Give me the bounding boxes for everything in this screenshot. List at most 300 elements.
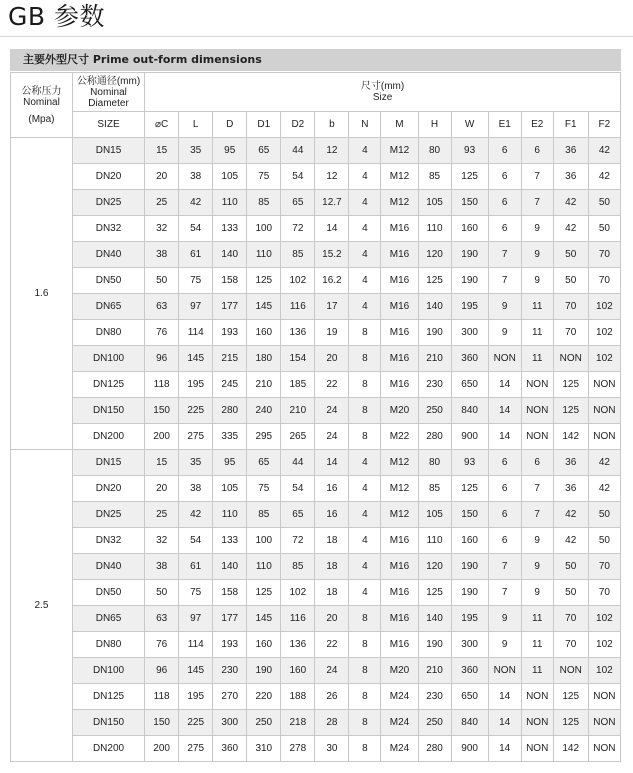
- value-cell: 6: [488, 502, 521, 528]
- size-cell: DN15: [72, 138, 144, 164]
- value-cell: 105: [418, 502, 451, 528]
- column-header: E2: [521, 112, 553, 138]
- value-cell: 265: [281, 424, 315, 450]
- value-cell: 140: [418, 606, 451, 632]
- value-cell: 280: [213, 398, 247, 424]
- table-row: [11, 684, 621, 710]
- value-cell: 6: [488, 190, 521, 216]
- size-cell: DN80: [72, 320, 144, 346]
- value-cell: 188: [281, 684, 315, 710]
- table-row: [11, 346, 621, 372]
- value-cell: 114: [179, 320, 213, 346]
- value-cell: 6: [488, 216, 521, 242]
- value-cell: 42: [179, 190, 213, 216]
- value-cell: 177: [213, 294, 247, 320]
- dimensions-table: [10, 72, 621, 762]
- value-cell: 840: [451, 398, 488, 424]
- value-cell: 190: [247, 658, 281, 684]
- value-cell: 50: [553, 580, 588, 606]
- column-header: b: [315, 112, 349, 138]
- value-cell: 9: [488, 632, 521, 658]
- value-cell: 335: [213, 424, 247, 450]
- value-cell: 275: [179, 736, 213, 762]
- value-cell: 50: [145, 580, 179, 606]
- value-cell: 19: [315, 320, 349, 346]
- value-cell: 42: [553, 528, 588, 554]
- value-cell: 300: [451, 632, 488, 658]
- value-cell: M12: [381, 190, 418, 216]
- value-cell: 42: [179, 502, 213, 528]
- value-cell: 900: [451, 736, 488, 762]
- size-cell: DN15: [72, 450, 144, 476]
- value-cell: 72: [281, 528, 315, 554]
- value-cell: 102: [281, 580, 315, 606]
- value-cell: 9: [521, 580, 553, 606]
- value-cell: 190: [451, 242, 488, 268]
- value-cell: 193: [213, 632, 247, 658]
- value-cell: 9: [521, 554, 553, 580]
- value-cell: 125: [451, 164, 488, 190]
- value-cell: M24: [381, 710, 418, 736]
- value-cell: 195: [451, 294, 488, 320]
- value-cell: 118: [145, 372, 179, 398]
- value-cell: 245: [213, 372, 247, 398]
- value-cell: 6: [488, 164, 521, 190]
- value-cell: 4: [349, 580, 381, 606]
- value-cell: 6: [488, 450, 521, 476]
- table-row: [11, 528, 621, 554]
- table-row: [11, 502, 621, 528]
- value-cell: 360: [451, 346, 488, 372]
- value-cell: 8: [349, 398, 381, 424]
- value-cell: 102: [588, 658, 620, 684]
- value-cell: 185: [281, 372, 315, 398]
- value-cell: NON: [521, 398, 553, 424]
- value-cell: 9: [488, 294, 521, 320]
- value-cell: 102: [588, 294, 620, 320]
- value-cell: 14: [488, 398, 521, 424]
- value-cell: 65: [247, 450, 281, 476]
- value-cell: 142: [553, 424, 588, 450]
- value-cell: 240: [247, 398, 281, 424]
- value-cell: 75: [247, 164, 281, 190]
- value-cell: 270: [213, 684, 247, 710]
- value-cell: M16: [381, 268, 418, 294]
- value-cell: 50: [553, 268, 588, 294]
- value-cell: 4: [349, 164, 381, 190]
- value-cell: NON: [588, 710, 620, 736]
- column-header: F2: [588, 112, 620, 138]
- value-cell: 140: [213, 242, 247, 268]
- value-cell: 20: [315, 606, 349, 632]
- value-cell: 6: [488, 476, 521, 502]
- value-cell: NON: [488, 346, 521, 372]
- value-cell: 22: [315, 372, 349, 398]
- value-cell: 85: [418, 476, 451, 502]
- value-cell: 8: [349, 632, 381, 658]
- value-cell: 11: [521, 320, 553, 346]
- value-cell: 120: [418, 242, 451, 268]
- section-header: 主要外型尺寸 Prime out-form dimensions: [10, 49, 621, 71]
- value-cell: 650: [451, 684, 488, 710]
- value-cell: M16: [381, 606, 418, 632]
- table-row: [11, 372, 621, 398]
- value-cell: 20: [145, 164, 179, 190]
- value-cell: 210: [418, 658, 451, 684]
- table-row: [11, 294, 621, 320]
- table-row: [11, 476, 621, 502]
- value-cell: 100: [247, 528, 281, 554]
- value-cell: M16: [381, 528, 418, 554]
- value-cell: 114: [179, 632, 213, 658]
- value-cell: 295: [247, 424, 281, 450]
- value-cell: 145: [247, 606, 281, 632]
- value-cell: 218: [281, 710, 315, 736]
- value-cell: 8: [349, 372, 381, 398]
- value-cell: 195: [179, 684, 213, 710]
- value-cell: 7: [488, 242, 521, 268]
- value-cell: 38: [179, 164, 213, 190]
- value-cell: 150: [451, 190, 488, 216]
- value-cell: 50: [553, 242, 588, 268]
- value-cell: 12.7: [315, 190, 349, 216]
- value-cell: 7: [521, 190, 553, 216]
- pressure-header-unit: (Mpa): [28, 113, 55, 125]
- value-cell: 105: [418, 190, 451, 216]
- value-cell: NON: [521, 684, 553, 710]
- table-row: [11, 398, 621, 424]
- table-row: [11, 450, 621, 476]
- column-header: L: [179, 112, 213, 138]
- value-cell: M20: [381, 398, 418, 424]
- value-cell: 42: [588, 138, 620, 164]
- value-cell: 9: [521, 268, 553, 294]
- value-cell: 35: [179, 450, 213, 476]
- value-cell: 70: [553, 294, 588, 320]
- value-cell: 7: [488, 268, 521, 294]
- value-cell: 280: [418, 736, 451, 762]
- value-cell: 154: [281, 346, 315, 372]
- value-cell: 160: [247, 632, 281, 658]
- size-cell: DN125: [72, 372, 144, 398]
- table-row: [11, 606, 621, 632]
- table-row: [11, 320, 621, 346]
- value-cell: 116: [281, 606, 315, 632]
- value-cell: 44: [281, 450, 315, 476]
- value-cell: 8: [349, 320, 381, 346]
- value-cell: 8: [349, 424, 381, 450]
- value-cell: 250: [418, 710, 451, 736]
- value-cell: 177: [213, 606, 247, 632]
- value-cell: 9: [521, 242, 553, 268]
- diameter-header-en1: Nominal: [90, 86, 127, 98]
- value-cell: 24: [315, 658, 349, 684]
- value-cell: 8: [349, 346, 381, 372]
- value-cell: 136: [281, 320, 315, 346]
- value-cell: 310: [247, 736, 281, 762]
- value-cell: 9: [521, 528, 553, 554]
- value-cell: 150: [451, 502, 488, 528]
- size-cell: DN65: [72, 606, 144, 632]
- value-cell: 36: [553, 138, 588, 164]
- size-cell: DN50: [72, 268, 144, 294]
- value-cell: 125: [553, 398, 588, 424]
- value-cell: 110: [213, 190, 247, 216]
- value-cell: 36: [553, 476, 588, 502]
- value-cell: 80: [418, 138, 451, 164]
- value-cell: 195: [179, 372, 213, 398]
- value-cell: NON: [488, 658, 521, 684]
- value-cell: 44: [281, 138, 315, 164]
- value-cell: NON: [521, 710, 553, 736]
- value-cell: 96: [145, 658, 179, 684]
- value-cell: 18: [315, 554, 349, 580]
- value-cell: 38: [145, 242, 179, 268]
- value-cell: 96: [145, 346, 179, 372]
- value-cell: M16: [381, 580, 418, 606]
- value-cell: 32: [145, 216, 179, 242]
- value-cell: 6: [521, 450, 553, 476]
- size-header-cn: 尺寸(mm): [360, 81, 405, 92]
- value-cell: 15: [145, 138, 179, 164]
- value-cell: M16: [381, 294, 418, 320]
- column-header: F1: [553, 112, 588, 138]
- column-header-row: [11, 112, 621, 138]
- value-cell: 145: [247, 294, 281, 320]
- value-cell: 210: [281, 398, 315, 424]
- table-row: [11, 736, 621, 762]
- value-cell: 65: [247, 138, 281, 164]
- value-cell: 85: [418, 164, 451, 190]
- value-cell: 6: [488, 138, 521, 164]
- value-cell: 9: [521, 216, 553, 242]
- value-cell: 11: [521, 606, 553, 632]
- value-cell: 70: [588, 580, 620, 606]
- value-cell: 116: [281, 294, 315, 320]
- value-cell: 42: [588, 450, 620, 476]
- value-cell: 11: [521, 632, 553, 658]
- table-row: [11, 658, 621, 684]
- value-cell: 6: [521, 138, 553, 164]
- value-cell: 63: [145, 294, 179, 320]
- table-row: [11, 554, 621, 580]
- value-cell: 250: [247, 710, 281, 736]
- value-cell: 54: [179, 528, 213, 554]
- value-cell: 16.2: [315, 268, 349, 294]
- value-cell: 70: [553, 606, 588, 632]
- size-cell: DN200: [72, 736, 144, 762]
- value-cell: 50: [588, 190, 620, 216]
- value-cell: 110: [247, 554, 281, 580]
- value-cell: 80: [418, 450, 451, 476]
- value-cell: 85: [281, 554, 315, 580]
- value-cell: 50: [588, 216, 620, 242]
- value-cell: 105: [213, 476, 247, 502]
- value-cell: 125: [553, 684, 588, 710]
- value-cell: M16: [381, 242, 418, 268]
- value-cell: 150: [145, 398, 179, 424]
- value-cell: 42: [553, 190, 588, 216]
- value-cell: NON: [588, 684, 620, 710]
- value-cell: M16: [381, 346, 418, 372]
- table-row: [11, 424, 621, 450]
- value-cell: 102: [588, 320, 620, 346]
- value-cell: 650: [451, 372, 488, 398]
- value-cell: 110: [418, 528, 451, 554]
- diameter-header: [72, 73, 144, 112]
- column-header: H: [418, 112, 451, 138]
- value-cell: 225: [179, 710, 213, 736]
- table-body: [11, 138, 621, 762]
- size-cell: DN40: [72, 242, 144, 268]
- value-cell: 85: [281, 242, 315, 268]
- value-cell: 14: [315, 216, 349, 242]
- value-cell: 360: [213, 736, 247, 762]
- value-cell: 70: [588, 268, 620, 294]
- value-cell: 7: [521, 502, 553, 528]
- value-cell: 42: [553, 502, 588, 528]
- value-cell: 120: [418, 554, 451, 580]
- value-cell: 95: [213, 138, 247, 164]
- value-cell: 32: [145, 528, 179, 554]
- value-cell: 180: [247, 346, 281, 372]
- table-row: [11, 216, 621, 242]
- column-header: D: [213, 112, 247, 138]
- value-cell: 7: [521, 164, 553, 190]
- title-divider: [0, 36, 633, 37]
- value-cell: 7: [488, 554, 521, 580]
- value-cell: NON: [588, 372, 620, 398]
- value-cell: 50: [145, 268, 179, 294]
- value-cell: 85: [247, 502, 281, 528]
- value-cell: 4: [349, 190, 381, 216]
- value-cell: 4: [349, 294, 381, 320]
- value-cell: 4: [349, 268, 381, 294]
- value-cell: 220: [247, 684, 281, 710]
- value-cell: 140: [418, 294, 451, 320]
- value-cell: 35: [179, 138, 213, 164]
- value-cell: 102: [281, 268, 315, 294]
- value-cell: 190: [418, 320, 451, 346]
- size-cell: DN20: [72, 476, 144, 502]
- value-cell: 38: [179, 476, 213, 502]
- value-cell: 24: [315, 398, 349, 424]
- value-cell: 63: [145, 606, 179, 632]
- size-cell: DN40: [72, 554, 144, 580]
- diameter-header-cn: 公称通径(mm): [76, 75, 141, 87]
- value-cell: M24: [381, 736, 418, 762]
- value-cell: 76: [145, 320, 179, 346]
- value-cell: 11: [521, 294, 553, 320]
- value-cell: 118: [145, 684, 179, 710]
- value-cell: 190: [451, 554, 488, 580]
- value-cell: M12: [381, 450, 418, 476]
- value-cell: 95: [213, 450, 247, 476]
- value-cell: 42: [553, 216, 588, 242]
- size-cell: DN100: [72, 658, 144, 684]
- value-cell: M12: [381, 476, 418, 502]
- value-cell: NON: [588, 398, 620, 424]
- value-cell: 8: [349, 710, 381, 736]
- page-title: GB 参数: [8, 2, 105, 31]
- value-cell: 9: [488, 606, 521, 632]
- value-cell: NON: [521, 372, 553, 398]
- value-cell: 140: [213, 554, 247, 580]
- value-cell: 14: [488, 372, 521, 398]
- size-cell: DN25: [72, 190, 144, 216]
- value-cell: M20: [381, 658, 418, 684]
- value-cell: 190: [451, 268, 488, 294]
- value-cell: 6: [488, 528, 521, 554]
- size-cell: DN32: [72, 216, 144, 242]
- value-cell: 110: [418, 216, 451, 242]
- value-cell: 145: [179, 346, 213, 372]
- value-cell: 28: [315, 710, 349, 736]
- value-cell: 840: [451, 710, 488, 736]
- value-cell: 65: [281, 190, 315, 216]
- size-header-en: Size: [372, 92, 393, 103]
- value-cell: 25: [145, 190, 179, 216]
- value-cell: 26: [315, 684, 349, 710]
- value-cell: 7: [488, 580, 521, 606]
- value-cell: 11: [521, 346, 553, 372]
- table-row: [11, 164, 621, 190]
- value-cell: 42: [588, 476, 620, 502]
- value-cell: NON: [588, 424, 620, 450]
- value-cell: 145: [179, 658, 213, 684]
- column-header: ⌀C: [145, 112, 179, 138]
- value-cell: 4: [349, 502, 381, 528]
- size-header: [145, 73, 621, 112]
- value-cell: 25: [145, 502, 179, 528]
- value-cell: M16: [381, 320, 418, 346]
- value-cell: 72: [281, 216, 315, 242]
- value-cell: 136: [281, 632, 315, 658]
- value-cell: 230: [418, 372, 451, 398]
- value-cell: 16: [315, 476, 349, 502]
- value-cell: 142: [553, 736, 588, 762]
- value-cell: 9: [488, 320, 521, 346]
- value-cell: 4: [349, 216, 381, 242]
- pressure-header-cn: 公称压力: [21, 85, 62, 97]
- value-cell: 133: [213, 528, 247, 554]
- value-cell: 200: [145, 424, 179, 450]
- value-cell: 14: [315, 450, 349, 476]
- size-cell: DN20: [72, 164, 144, 190]
- value-cell: 8: [349, 684, 381, 710]
- value-cell: 18: [315, 528, 349, 554]
- value-cell: 300: [451, 320, 488, 346]
- value-cell: 230: [213, 658, 247, 684]
- value-cell: 36: [553, 164, 588, 190]
- value-cell: 160: [247, 320, 281, 346]
- diameter-header-en2: Diameter: [88, 97, 129, 109]
- size-cell: DN200: [72, 424, 144, 450]
- size-cell: DN125: [72, 684, 144, 710]
- column-header: W: [451, 112, 488, 138]
- value-cell: 125: [553, 372, 588, 398]
- value-cell: 125: [418, 268, 451, 294]
- value-cell: M12: [381, 164, 418, 190]
- value-cell: M16: [381, 216, 418, 242]
- table-row: [11, 138, 621, 164]
- value-cell: 24: [315, 424, 349, 450]
- value-cell: 4: [349, 528, 381, 554]
- value-cell: M12: [381, 138, 418, 164]
- value-cell: 17: [315, 294, 349, 320]
- value-cell: 4: [349, 476, 381, 502]
- value-cell: M22: [381, 424, 418, 450]
